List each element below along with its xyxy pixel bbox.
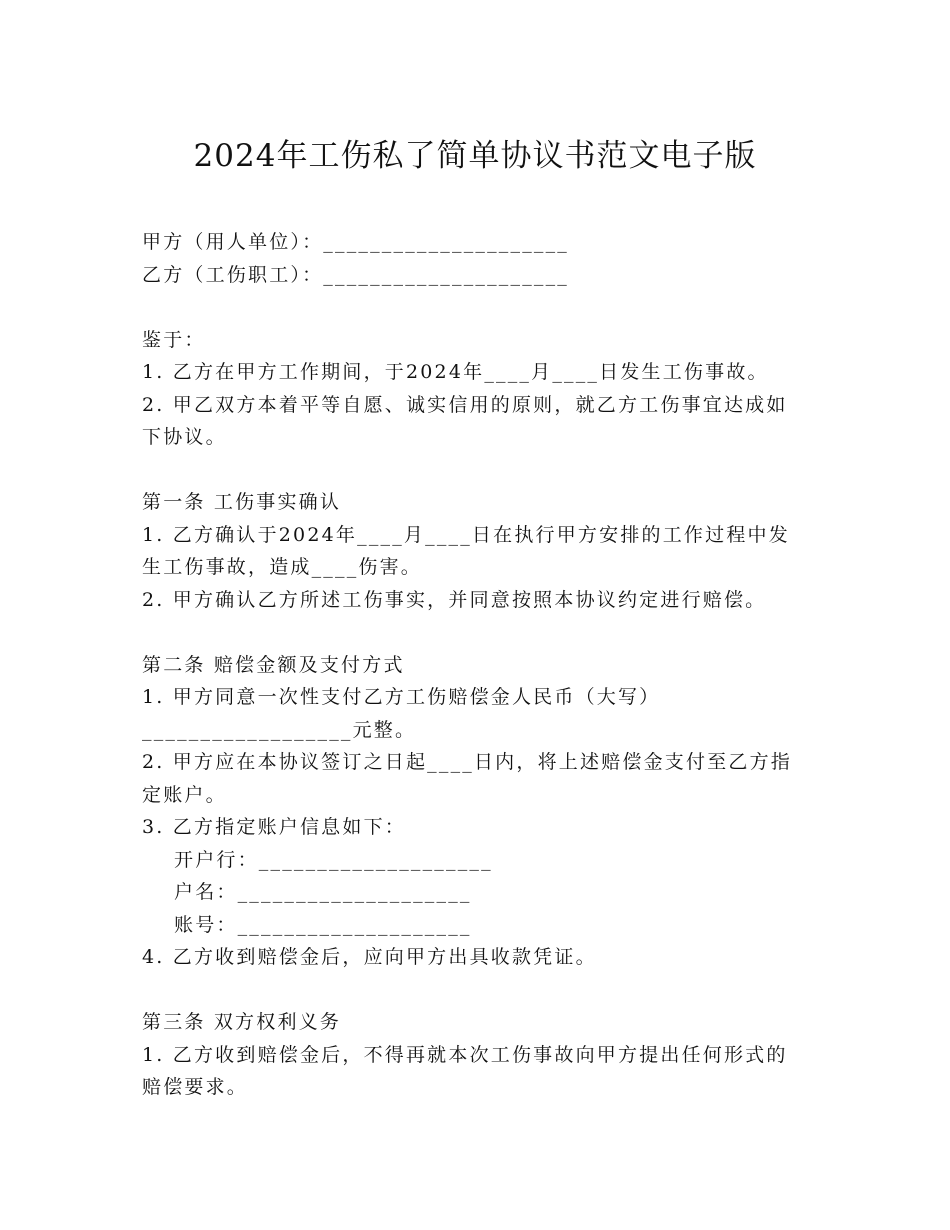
account-number-field: 账号：____________________ [174, 913, 472, 936]
party-a-line: 甲方（用人单位）：_____________________ [142, 231, 570, 253]
article-3-item-1-line-2: 赔偿要求。 [142, 1076, 249, 1098]
whereas-item-2-line-2: 下协议。 [142, 426, 227, 448]
bank-field: 开户行：____________________ [174, 848, 493, 871]
article-3-item-1-line-1: 1. 乙方收到赔偿金后，不得再就本次工伤事故向甲方提出任何形式的 [142, 1043, 788, 1066]
whereas-item-1: 1. 乙方在甲方工作期间，于2024年____月____日发生工伤事故。 [142, 361, 769, 383]
document-body [142, 226, 806, 1104]
party-b-line: 乙方（工伤职工）：_____________________ [142, 263, 570, 286]
spacer [142, 974, 806, 1007]
article-1-item-1-line-1: 1. 乙方确认于2024年____月____日在执行甲方安排的工作过程中发 [142, 523, 790, 546]
article-1-item-1-line-2: 生工伤事故，造成____伤害。 [142, 556, 423, 578]
article-2-item-2-line-1: 2. 甲方应在本协议签订之日起____日内，将上述赔偿金支付至乙方指 [142, 751, 792, 773]
document-title: 2024年工伤私了简单协议书范文电子版 [193, 138, 757, 174]
article-2-item-2-line-2: 定账户。 [142, 783, 227, 806]
spacer [142, 616, 806, 649]
article-1-heading: 第一条 工伤事实确认 [142, 491, 342, 513]
spacer [142, 454, 806, 487]
article-2-item-1-line-1: 1. 甲方同意一次性支付乙方工伤赔偿金人民币（大写） [142, 686, 661, 708]
whereas-item-2-line-1: 2. 甲乙双方本着平等自愿、诚实信用的原则，就乙方工伤事宜达成如 [142, 393, 788, 416]
article-3-heading: 第三条 双方权利义务 [142, 1011, 342, 1033]
article-2-item-4: 4. 乙方收到赔偿金后，应向甲方出具收款凭证。 [142, 946, 597, 968]
spacer [142, 291, 806, 324]
article-2-heading: 第二条 赔偿金额及支付方式 [142, 653, 405, 676]
whereas-heading: 鉴于： [142, 328, 206, 351]
account-name-field: 户名：____________________ [174, 881, 472, 903]
article-1-item-2: 2. 甲方确认乙方所述工伤事实，并同意按照本协议约定进行赔偿。 [142, 588, 767, 611]
article-2-item-3: 3. 乙方指定账户信息如下： [142, 816, 406, 838]
article-2-item-1-line-2: __________________元整。 [142, 718, 417, 741]
